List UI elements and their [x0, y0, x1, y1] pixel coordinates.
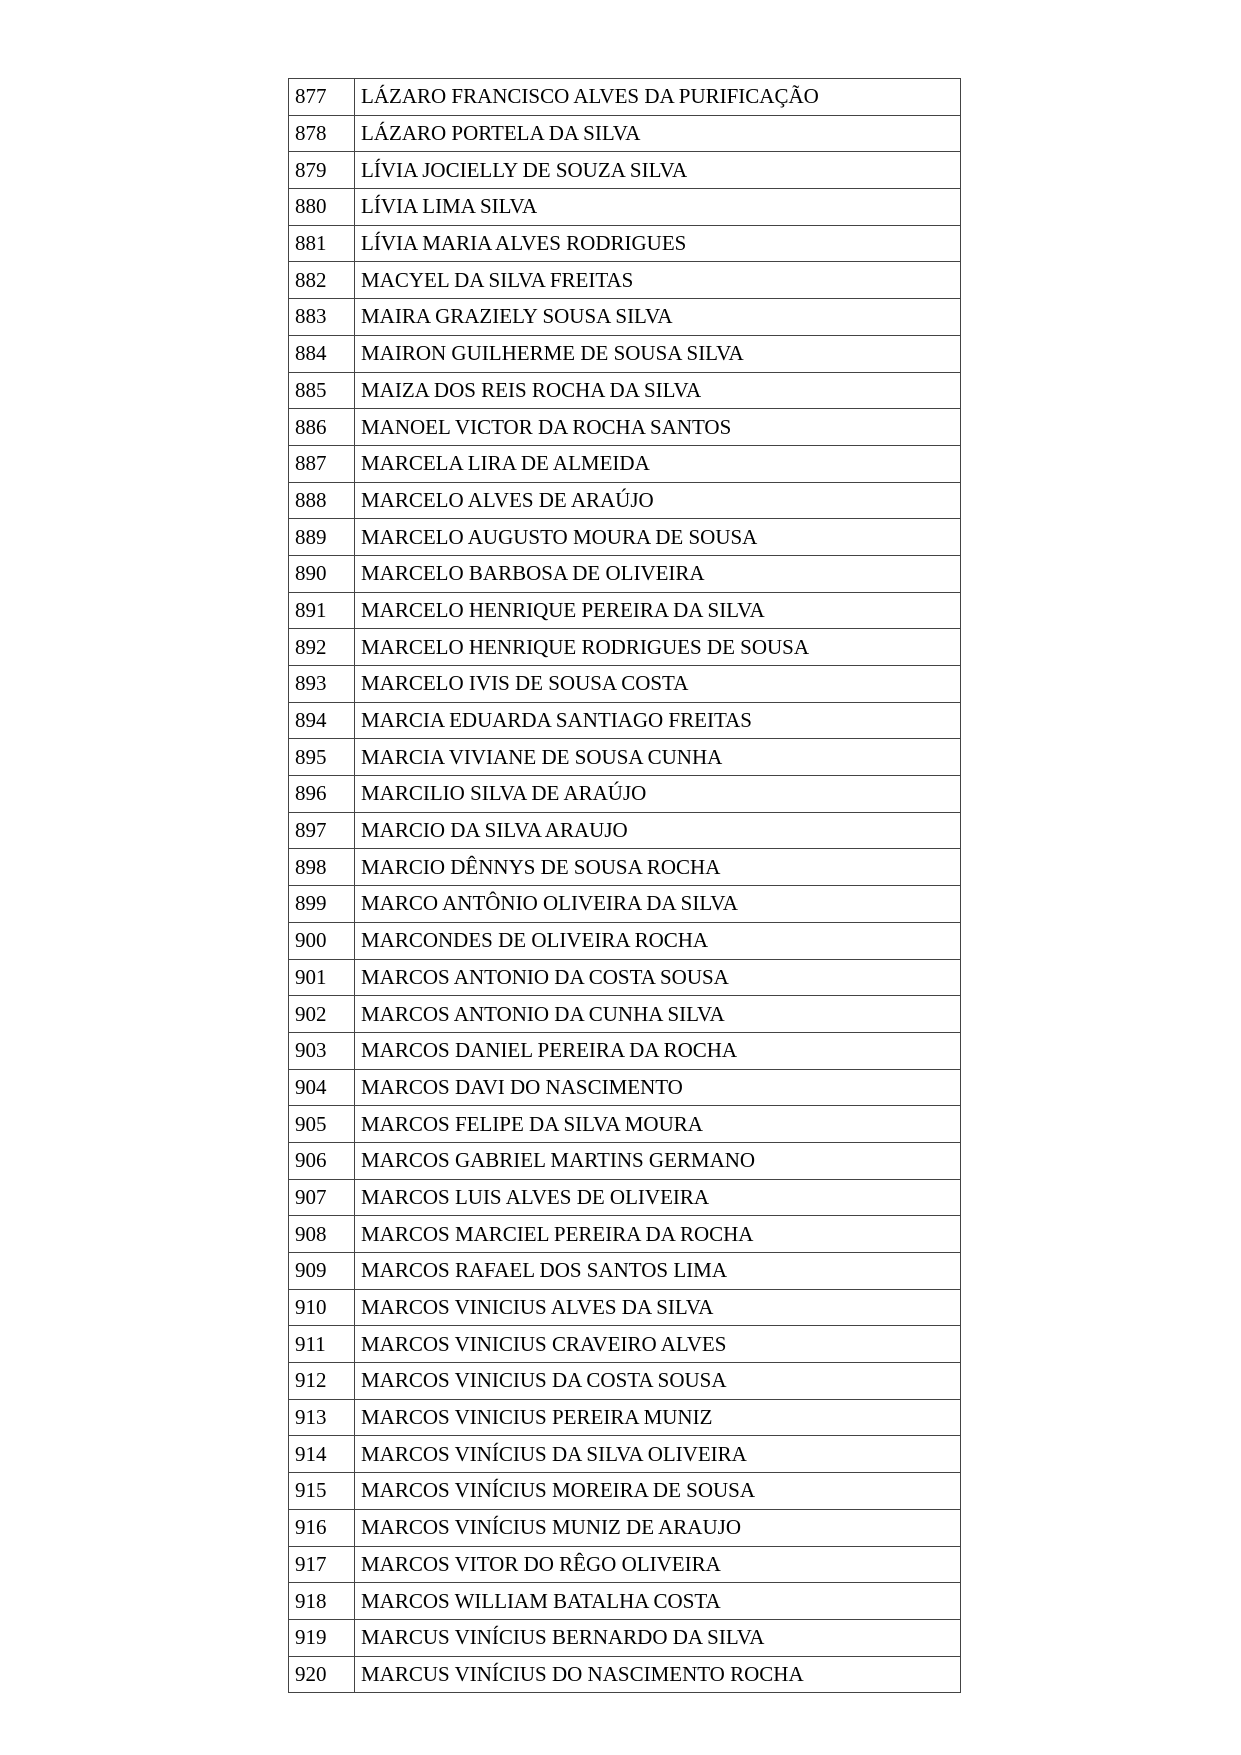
row-number: 882: [289, 262, 355, 299]
table-row: [289, 886, 961, 923]
row-name: MANOEL VICTOR DA ROCHA SANTOS: [355, 409, 961, 446]
table-row: [289, 922, 961, 959]
row-name: MARCO ANTÔNIO OLIVEIRA DA SILVA: [355, 886, 961, 923]
row-number: 916: [289, 1509, 355, 1546]
table-row: [289, 1326, 961, 1363]
table-row: [289, 1363, 961, 1400]
row-number: 887: [289, 445, 355, 482]
row-name: MARCOS LUIS ALVES DE OLIVEIRA: [355, 1179, 961, 1216]
table-row: [289, 739, 961, 776]
row-name: LÁZARO FRANCISCO ALVES DA PURIFICAÇÃO: [355, 79, 961, 116]
row-name: MAIZA DOS REIS ROCHA DA SILVA: [355, 372, 961, 409]
row-number: 911: [289, 1326, 355, 1363]
row-number: 893: [289, 666, 355, 703]
table-row: [289, 592, 961, 629]
table-row: [289, 445, 961, 482]
table-row: [289, 849, 961, 886]
table-row: [289, 1253, 961, 1290]
table-row: [289, 996, 961, 1033]
row-number: 899: [289, 886, 355, 923]
table-row: [289, 629, 961, 666]
row-name: MARCOS DAVI DO NASCIMENTO: [355, 1069, 961, 1106]
table-row: [289, 409, 961, 446]
name-list-table: [288, 78, 961, 1693]
table-row: [289, 1546, 961, 1583]
name-list-body: [289, 79, 961, 1693]
table-row: [289, 1032, 961, 1069]
row-name: MARCELO ALVES DE ARAÚJO: [355, 482, 961, 519]
row-name: MARCOS DANIEL PEREIRA DA ROCHA: [355, 1032, 961, 1069]
row-number: 895: [289, 739, 355, 776]
row-number: 877: [289, 79, 355, 116]
row-number: 909: [289, 1253, 355, 1290]
row-name: MARCELA LIRA DE ALMEIDA: [355, 445, 961, 482]
row-number: 896: [289, 776, 355, 813]
table-row: [289, 335, 961, 372]
row-name: MARCUS VINÍCIUS DO NASCIMENTO ROCHA: [355, 1656, 961, 1693]
table-row: [289, 1436, 961, 1473]
row-name: MARCILIO SILVA DE ARAÚJO: [355, 776, 961, 813]
table-row: [289, 702, 961, 739]
row-number: 917: [289, 1546, 355, 1583]
table-row: [289, 1509, 961, 1546]
table-row: [289, 115, 961, 152]
row-name: MARCOS VITOR DO RÊGO OLIVEIRA: [355, 1546, 961, 1583]
table-row: [289, 262, 961, 299]
row-number: 906: [289, 1142, 355, 1179]
row-number: 905: [289, 1106, 355, 1143]
row-number: 920: [289, 1656, 355, 1693]
row-name: MARCOS WILLIAM BATALHA COSTA: [355, 1583, 961, 1620]
row-number: 883: [289, 299, 355, 336]
row-number: 912: [289, 1363, 355, 1400]
row-number: 878: [289, 115, 355, 152]
row-number: 914: [289, 1436, 355, 1473]
table-row: [289, 1289, 961, 1326]
table-row: [289, 666, 961, 703]
row-number: 894: [289, 702, 355, 739]
row-name: MARCELO AUGUSTO MOURA DE SOUSA: [355, 519, 961, 556]
row-number: 901: [289, 959, 355, 996]
table-row: [289, 1142, 961, 1179]
row-number: 885: [289, 372, 355, 409]
row-number: 915: [289, 1473, 355, 1510]
row-name: MARCOS MARCIEL PEREIRA DA ROCHA: [355, 1216, 961, 1253]
table-row: [289, 1619, 961, 1656]
table-row: [289, 812, 961, 849]
row-number: 908: [289, 1216, 355, 1253]
table-row: [289, 1106, 961, 1143]
row-name: MARCOS GABRIEL MARTINS GERMANO: [355, 1142, 961, 1179]
row-name: MARCOS ANTONIO DA COSTA SOUSA: [355, 959, 961, 996]
row-number: 903: [289, 1032, 355, 1069]
table-row: [289, 1216, 961, 1253]
row-name: MARCONDES DE OLIVEIRA ROCHA: [355, 922, 961, 959]
table-row: [289, 225, 961, 262]
row-number: 898: [289, 849, 355, 886]
row-number: 902: [289, 996, 355, 1033]
row-name: MAIRA GRAZIELY SOUSA SILVA: [355, 299, 961, 336]
table-row: [289, 1069, 961, 1106]
table-row: [289, 189, 961, 226]
table-row: [289, 1399, 961, 1436]
row-name: MACYEL DA SILVA FREITAS: [355, 262, 961, 299]
row-name: MARCELO HENRIQUE PEREIRA DA SILVA: [355, 592, 961, 629]
table-row: [289, 1583, 961, 1620]
row-number: 891: [289, 592, 355, 629]
row-name: MARCOS VINÍCIUS MOREIRA DE SOUSA: [355, 1473, 961, 1510]
table-row: [289, 299, 961, 336]
row-name: MARCOS VINÍCIUS MUNIZ DE ARAUJO: [355, 1509, 961, 1546]
row-name: MARCELO IVIS DE SOUSA COSTA: [355, 666, 961, 703]
table-row: [289, 555, 961, 592]
table-row: [289, 519, 961, 556]
row-name: MARCOS ANTONIO DA CUNHA SILVA: [355, 996, 961, 1033]
row-name: MARCIA VIVIANE DE SOUSA CUNHA: [355, 739, 961, 776]
table-row: [289, 482, 961, 519]
row-number: 888: [289, 482, 355, 519]
row-name: LÍVIA JOCIELLY DE SOUZA SILVA: [355, 152, 961, 189]
table-row: [289, 776, 961, 813]
row-number: 892: [289, 629, 355, 666]
row-number: 900: [289, 922, 355, 959]
row-name: MAIRON GUILHERME DE SOUSA SILVA: [355, 335, 961, 372]
row-name: LÁZARO PORTELA DA SILVA: [355, 115, 961, 152]
row-name: MARCOS VINICIUS DA COSTA SOUSA: [355, 1363, 961, 1400]
row-number: 880: [289, 189, 355, 226]
row-number: 889: [289, 519, 355, 556]
row-name: MARCIO DA SILVA ARAUJO: [355, 812, 961, 849]
table-row: [289, 1656, 961, 1693]
row-name: MARCOS FELIPE DA SILVA MOURA: [355, 1106, 961, 1143]
row-number: 890: [289, 555, 355, 592]
table-row: [289, 79, 961, 116]
row-name: MARCOS VINICIUS ALVES DA SILVA: [355, 1289, 961, 1326]
row-number: 879: [289, 152, 355, 189]
row-number: 886: [289, 409, 355, 446]
table-row: [289, 372, 961, 409]
row-number: 884: [289, 335, 355, 372]
row-name: MARCIO DÊNNYS DE SOUSA ROCHA: [355, 849, 961, 886]
row-number: 918: [289, 1583, 355, 1620]
row-name: MARCUS VINÍCIUS BERNARDO DA SILVA: [355, 1619, 961, 1656]
row-name: MARCOS VINÍCIUS DA SILVA OLIVEIRA: [355, 1436, 961, 1473]
row-name: MARCIA EDUARDA SANTIAGO FREITAS: [355, 702, 961, 739]
row-name: MARCELO BARBOSA DE OLIVEIRA: [355, 555, 961, 592]
row-name: MARCOS VINICIUS CRAVEIRO ALVES: [355, 1326, 961, 1363]
row-number: 913: [289, 1399, 355, 1436]
row-name: MARCOS RAFAEL DOS SANTOS LIMA: [355, 1253, 961, 1290]
row-name: MARCOS VINICIUS PEREIRA MUNIZ: [355, 1399, 961, 1436]
table-row: [289, 1179, 961, 1216]
row-number: 897: [289, 812, 355, 849]
row-name: LÍVIA LIMA SILVA: [355, 189, 961, 226]
row-name: MARCELO HENRIQUE RODRIGUES DE SOUSA: [355, 629, 961, 666]
row-number: 907: [289, 1179, 355, 1216]
table-row: [289, 152, 961, 189]
row-number: 919: [289, 1619, 355, 1656]
row-number: 904: [289, 1069, 355, 1106]
row-number: 910: [289, 1289, 355, 1326]
table-row: [289, 1473, 961, 1510]
table-row: [289, 959, 961, 996]
row-name: LÍVIA MARIA ALVES RODRIGUES: [355, 225, 961, 262]
row-number: 881: [289, 225, 355, 262]
